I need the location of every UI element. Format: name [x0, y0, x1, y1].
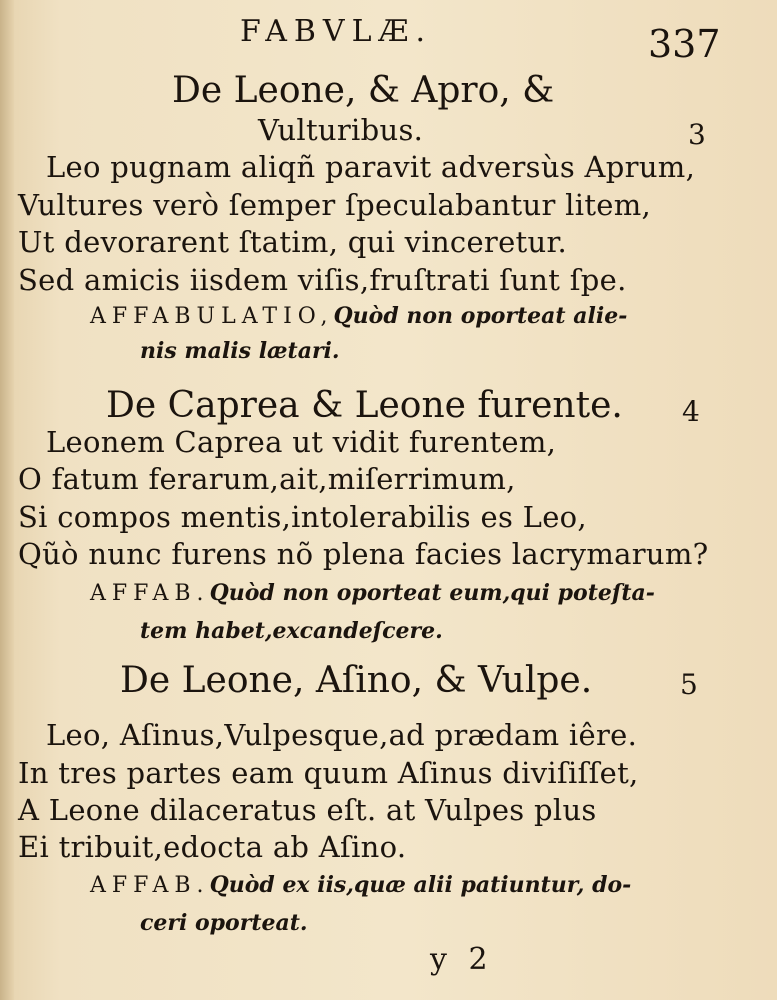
- moral-text: Quòd non oporteat alie-: [333, 303, 628, 329]
- moral: [90, 303, 627, 329]
- moral-text-continued: ceri oporteat.: [140, 910, 308, 936]
- verse-line: Leo pugnam aliqñ paravit adversùs Aprum,: [46, 150, 696, 184]
- verse-line: Vultures verò ſemper ſpeculabantur litem,: [18, 188, 652, 222]
- verse-line: Leonem Caprea ut vidit furentem,: [46, 425, 557, 459]
- moral: [90, 872, 631, 898]
- moral-text: Quòd non oporteat eum,qui poteſta-: [209, 580, 655, 606]
- moral-label: AFFABULATIO,: [90, 304, 334, 329]
- fable-title-continued: Vulturibus.: [258, 113, 424, 147]
- moral-text: Quòd ex iis,quæ alii patiuntur, do-: [209, 872, 632, 898]
- fable-title: De Leone, Aſino, & Vulpe.: [120, 660, 593, 701]
- moral: [90, 580, 655, 606]
- fable-number: 5: [680, 668, 698, 701]
- signature-mark: y 2: [430, 942, 494, 977]
- verse-line: Si compos mentis,intolerabilis es Leo,: [18, 500, 587, 534]
- moral-label: AFFAB.: [90, 873, 210, 898]
- verse-line: A Leone dilaceratus eſt. at Vulpes plus: [18, 793, 597, 827]
- fable-title: De Leone, & Apro, &: [172, 70, 555, 111]
- moral-text-continued: tem habet,excandeſcere.: [140, 618, 443, 644]
- verse-line: O fatum ferarum,ait,miſerrimum,: [18, 462, 516, 496]
- verse-line: In tres partes eam quum Aſinus diviſiſſet,: [18, 756, 639, 790]
- verse-line: Ut devorarent ſtatim, qui vinceretur.: [18, 225, 567, 259]
- verse-line: Qũò nunc furens nõ plena facies lacrymarum?: [18, 537, 709, 571]
- fable-title: De Caprea & Leone furente.: [106, 385, 623, 426]
- verse-line: Sed amicis iisdem viſis,fruſtrati ſunt ſpe.: [18, 263, 627, 297]
- moral-label: AFFAB.: [90, 581, 210, 606]
- fable-number: 4: [682, 395, 700, 428]
- fable-number: 3: [688, 118, 706, 151]
- moral-text-continued: nis malis lætari.: [140, 338, 340, 364]
- verse-line: Leo, Aſinus,Vulpesque,ad prædam iêre.: [46, 718, 638, 752]
- running-head: FABVLÆ.: [240, 14, 433, 49]
- page-number: 337: [648, 22, 721, 66]
- page-gutter: [0, 0, 14, 1000]
- verse-line: Ei tribuit,edocta ab Aſino.: [18, 830, 407, 864]
